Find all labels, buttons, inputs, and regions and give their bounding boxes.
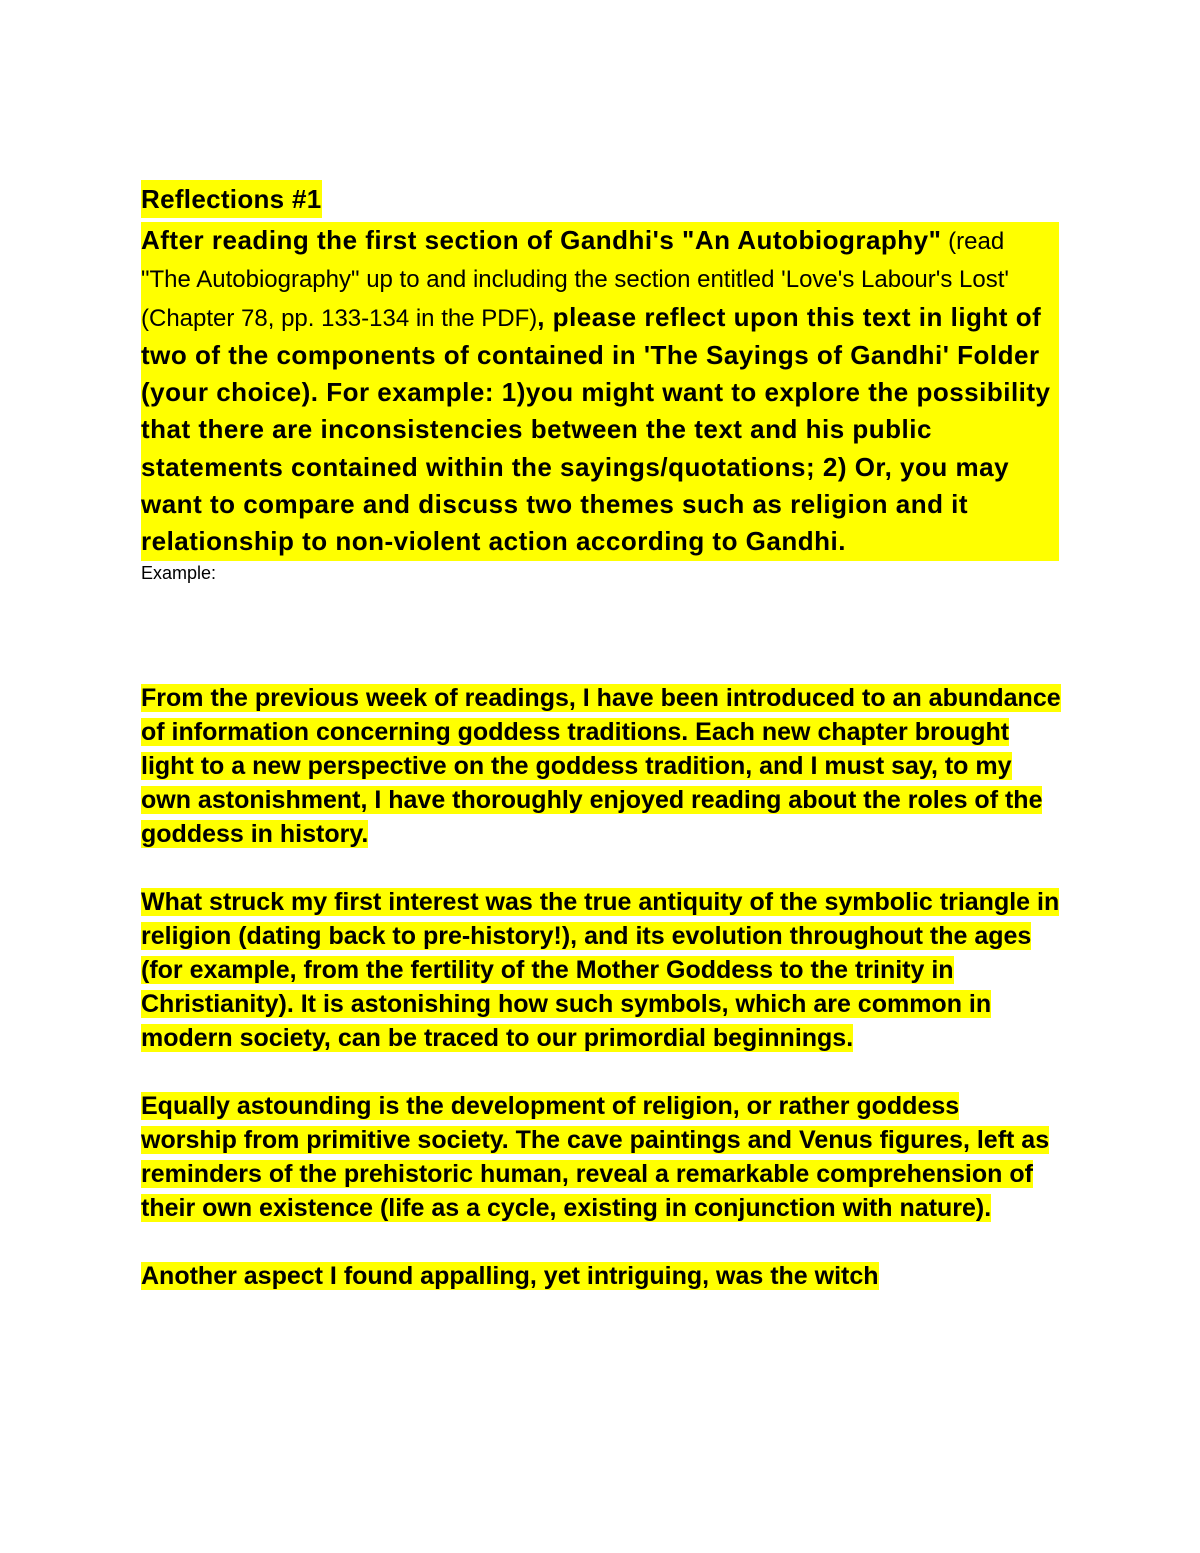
assignment-prompt <box>141 222 1059 561</box>
essay-paragraph-text: Equally astounding is the development of religion, or rather goddess worship from primitive society. The cave paintings and Venus figures, left as reminders of the prehistoric human, reveal a remarkable comprehension of their own existence (life as a cycle, existing in conjunction with nature). <box>141 1091 1050 1222</box>
essay-paragraph <box>141 1259 1061 1293</box>
prompt-normal-text: (read "The Autobiography" up to and including the section entitled 'Love's Labour's Lost' (Chapter 78, pp. 133-134 in the PDF) <box>141 228 1009 332</box>
essay-paragraph <box>141 885 1061 1055</box>
essay-paragraph <box>141 681 1061 851</box>
essay-paragraph-text: Another aspect I found appalling, yet intriguing, was the witch <box>141 1261 879 1290</box>
document-title: Reflections #1 <box>141 180 322 218</box>
prompt-bold-rest: , please reflect upon this text in light of two of the components of contained in 'The Sayings of Gandhi' Folder (your choice). For example: 1)you might want to explore the possibility that there are inconsistencies between the text and his public statements contained within the sayings/quotations; 2) Or, you may want to compare and discuss two themes such as religion and it relationship to non-violent action according to Gandhi. <box>141 301 1051 557</box>
essay-paragraph-text: From the previous week of readings, I have been introduced to an abundance of information concerning goddess traditions. Each new chapter brought light to a new perspective on the goddess tradition, and I must say, to my own astonishment, I have thoroughly enjoyed reading about the roles of the goddess in history. <box>141 683 1061 848</box>
document-page <box>141 180 1061 1327</box>
essay-body <box>141 681 1061 1293</box>
essay-paragraph-text: What struck my first interest was the true antiquity of the symbolic triangle in religion (dating back to pre-history!), and its evolution throughout the ages (for example, from the fertility of the Mother Goddess to the trinity in Christianity). It is astonishing how such symbols, which are common in modern society, can be traced to our primordial beginnings. <box>141 887 1060 1052</box>
example-label: Example: <box>141 562 217 583</box>
essay-paragraph <box>141 1089 1061 1225</box>
prompt-bold-intro: After reading the first section of Gandhi's "An Autobiography" <box>141 225 942 255</box>
